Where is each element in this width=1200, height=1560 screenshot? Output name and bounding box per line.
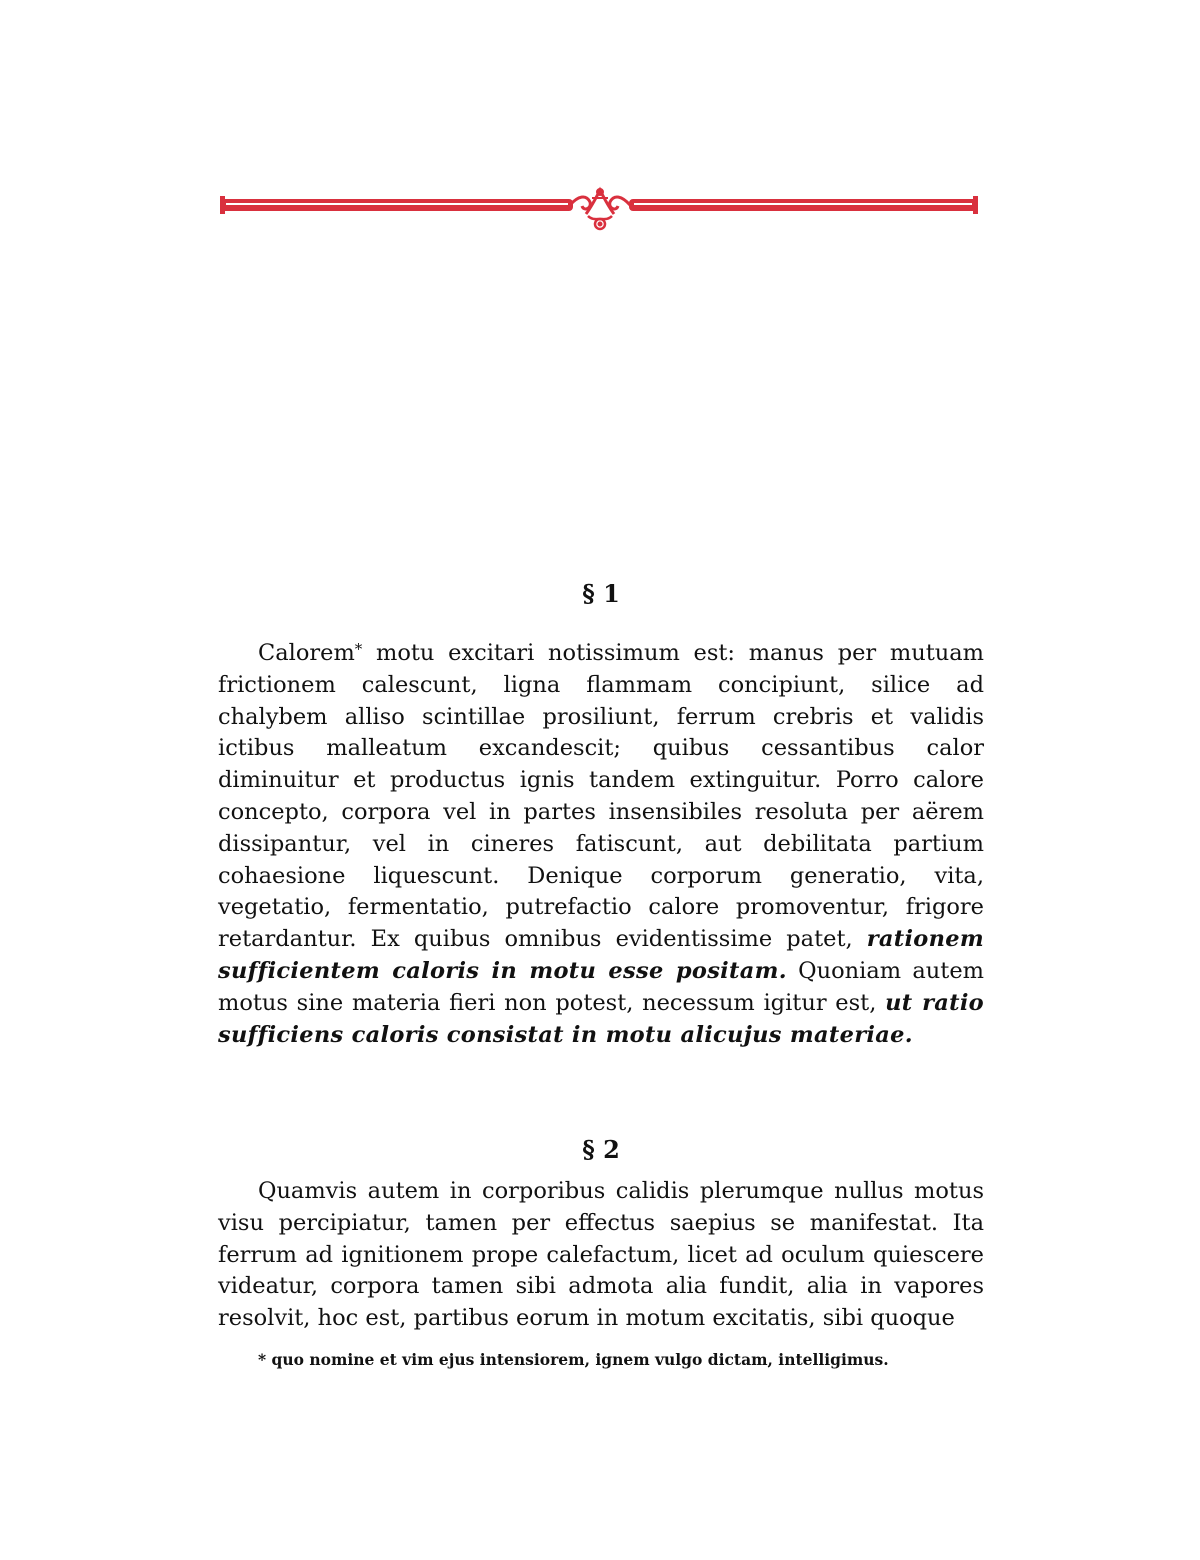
italic-text: rationem sufficientem caloris in motu esse positam. [218, 926, 984, 984]
section-1-heading: § 1 [582, 579, 620, 608]
section-2-heading: § 2 [582, 1135, 620, 1164]
ornamental-rule-icon [220, 186, 978, 234]
footnote: * quo nomine et vim ejus intensiorem, ignem vulgo dictam, intelligimus. [258, 1350, 889, 1369]
footnote-marker: * [354, 640, 363, 658]
section-1-paragraph [218, 638, 984, 1051]
body-text: Quamvis autem in corporibus calidis plerumque nullus motus visu percipiatur, tamen per effectus saepius se manifestat. Ita ferrum ad ignitionem prope calefactum, licet ad oculum quiescere videatur, corpora tamen sibi admota alia fundit, alia in vapores resolvit, hoc est, partibus eorum in motum excitatis, sibi quoque [218, 1178, 984, 1332]
body-text: Quoniam autem motus sine materia fieri non potest, necessum igitur est, [218, 957, 984, 1016]
italic-text: ut ratio sufficiens caloris consistat in motu alicujus materiae. [218, 989, 984, 1048]
body-text: motu excitari notissimum est: manus per mutuam frictionem calescunt, ligna flammam concipiunt, silice ad chalybem alliso scintillae prosiliunt, ferrum crebris et validis ictibus malleatum excandescit; quibus cessantibus calor diminuitur et productus ignis tandem extinguitur. Porro calore concepto, corpora vel in partes insensibiles resoluta per aërem dissipantur, vel in cineres fatiscunt, aut debilitata partium cohaesione liquescunt. Denique corporum generatio, vita, vegetatio, fermentatio, putrefactio calore promoventur, frigore retardantur. Ex quibus omnibus evidentissime patet, [218, 640, 984, 953]
section-2-paragraph [218, 1176, 984, 1335]
body-text: Calorem [258, 640, 355, 666]
